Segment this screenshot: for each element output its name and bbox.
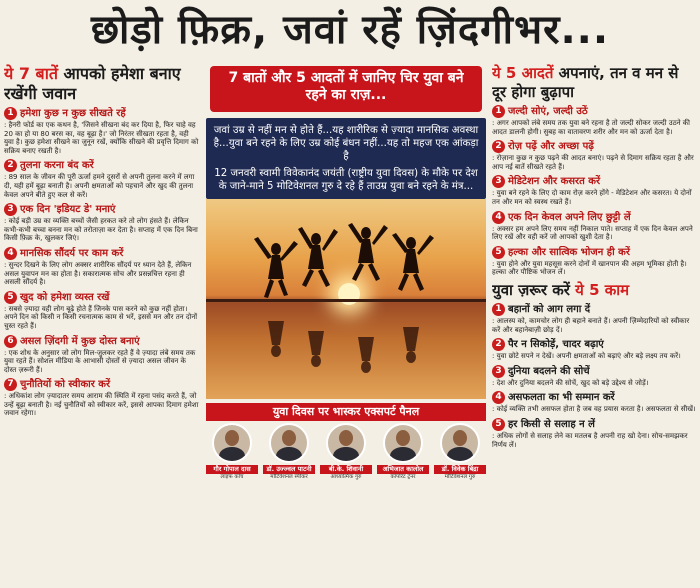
expert-avatar bbox=[326, 423, 366, 463]
expert-role: आध्यात्मिक गुरु bbox=[330, 474, 362, 480]
item-body: : आलस्य को, कामचोर लोग ही बहाने बनाते हैं। अपनी ज़िम्मेदारियों को स्वीकार करें और बहानेबाज़ी छोड़ दें। bbox=[492, 316, 690, 334]
item-body: : रोज़ाना कुछ न कुछ पढ़ने की आदत बनाएं। पढ़ने से दिमाग सक्रिय रहता है और आप नई बातें सीखते रहते हैं। bbox=[492, 154, 694, 171]
item-body: : अधिकांश लोग ज़्यादातर समय आराम की स्थिति में रहना पसंद करते हैं, जो उन्हें बूढ़ा बनाती है। नई चुनौतियों को स्वीकार करें, इससे आपका दिमाग हमेशा जवान रहेगा। bbox=[4, 392, 199, 418]
item-number: 7 bbox=[4, 378, 17, 391]
item-heading: हमेशा कुछ न कुछ सीखते रहें bbox=[20, 108, 126, 119]
expert-card bbox=[320, 423, 372, 487]
sunset-jumping-photo bbox=[206, 199, 486, 399]
list-item bbox=[4, 247, 200, 287]
tasks-title-highlight: ये 5 काम bbox=[575, 280, 630, 299]
expert-panel bbox=[206, 423, 486, 487]
item-body: : एक शोध के अनुसार जो लोग मिल-जुलकर रहते हैं वे ज़्यादा लंबे समय तक युवा रहते हैं। सोशल मीडिया के आभासी दोस्तों से ज़्यादा असल जीवन के दोस्त ज़रूरी हैं। bbox=[4, 348, 196, 374]
item-body: : सुन्दर दिखने के लिए लोग अक्सर शारीरिक सौंदर्य पर ध्यान देते हैं, लेकिन असल युवापन मन का होता है। सकारात्मक सोच और प्रसन्नचित्त रहना ही असली सौंदर्य है। bbox=[4, 260, 192, 287]
left-title-highlight: ये 7 बातें bbox=[4, 64, 58, 83]
expert-avatar bbox=[212, 423, 252, 463]
expert-panel-title: युवा दिवस पर भास्कर एक्सपर्ट पैनल bbox=[206, 403, 486, 421]
expert-card bbox=[377, 423, 429, 487]
left-column bbox=[4, 64, 200, 586]
tasks-section-title bbox=[492, 281, 696, 300]
item-body: : युवा होने और युवा महसूस करने दोनों में खानपान की अहम भूमिका होती है। हल्का और पौष्टिक भोजन लें। bbox=[492, 259, 687, 277]
list-item bbox=[4, 335, 200, 375]
silhouettes-graphic bbox=[206, 199, 486, 399]
item-heading: एक दिन 'इडियट डे' मनाएं bbox=[20, 204, 116, 216]
item-number: 4 bbox=[492, 391, 505, 404]
item-body: : कोई व्यक्ति तभी असफल होता है जब वह प्रयास करता है। असफलता से सीखें। bbox=[492, 405, 696, 414]
expert-card bbox=[206, 423, 258, 487]
list-item bbox=[4, 107, 200, 155]
item-number: 3 bbox=[4, 203, 17, 216]
item-number: 4 bbox=[4, 247, 17, 260]
item-heading: पैर न सिकोड़ें, चादर बढ़ाएं bbox=[508, 339, 604, 351]
expert-name: डॉ. उज्ज्वल पाटनी bbox=[263, 465, 315, 474]
expert-card bbox=[263, 423, 315, 487]
list-item bbox=[492, 175, 696, 206]
item-body: : अगर आपको लंबे समय तक युवा बने रहना है तो जल्दी सोकर जल्दी उठने की आदत डालनी होगी। सुबह का वातावरण शरीर और मन को ऊर्जा देता है। bbox=[492, 119, 690, 136]
expert-name: बी.के. शिवानी bbox=[320, 465, 372, 474]
item-number: 3 bbox=[492, 175, 505, 188]
item-body: : अक्सर हम अपने लिए समय नहीं निकाल पाते। सप्ताह में एक दिन केवल अपने लिए रखें और वही करें जो आपको खुशी देता है। bbox=[492, 224, 693, 242]
item-number: 2 bbox=[492, 140, 505, 153]
list-item bbox=[492, 140, 696, 171]
item-number: 5 bbox=[492, 246, 505, 259]
item-heading: खुद को हमेशा व्यस्त रखें bbox=[20, 291, 110, 303]
page-headline: छोड़ो फ़िक्र, जवां रहें ज़िंदगीभर... bbox=[90, 7, 610, 53]
item-number: 2 bbox=[492, 338, 505, 351]
habits-list bbox=[492, 105, 696, 277]
list-item bbox=[492, 105, 696, 136]
expert-avatar bbox=[440, 423, 480, 463]
item-heading: एक दिन केवल अपने लिए छुट्टी लें bbox=[508, 211, 631, 223]
item-heading: हल्का और सात्विक भोजन ही करें bbox=[508, 246, 630, 258]
item-body: : हैनरी फोर्ड का एक कथन है, 'जिसने सीखना बंद कर दिया है, फिर चाहे वह 20 का हो या 80 बरस का, वह बूढ़ा है।' जो निरंतर सीखता रहता है, वही युवा है। कुछ हमेशा सीखने का जुनून रखें, क्योंकि सीखने की प्रवृत्ति दिमाग को सक्रिय बनाए रखती है। bbox=[4, 121, 199, 155]
item-heading: तुलना करना बंद करें bbox=[20, 160, 94, 172]
expert-name: डॉ. विवेक बिंद्रा bbox=[434, 465, 486, 474]
intro-text-2: 12 जनवरी स्वामी विवेकानंद जयंती (राष्ट्रीय युवा दिवस) के मौके पर देश के जाने-माने 5 मोटिवेशनल गुरु दे रहे हैं ताउम्र युवा बने रहने के मंत्र... bbox=[214, 168, 478, 192]
item-heading: मानसिक सौंदर्य पर काम करें bbox=[20, 247, 124, 259]
item-heading: रोज़ पढ़ें और अच्छा पढ़ें bbox=[508, 141, 594, 153]
expert-role: मोटिवेशनल गुरु bbox=[444, 474, 476, 480]
left-title-rest: आपको हमेशा बनाए रखेंगी जवान bbox=[4, 64, 181, 103]
item-heading: असफलता का भी सम्मान करें bbox=[508, 392, 615, 404]
item-number: 6 bbox=[4, 335, 17, 348]
right-title-highlight: ये 5 आदतें bbox=[492, 64, 554, 82]
item-body: : 89 साल के जीवन की पूरी ऊर्जा हमने दूसरों से अपनी तुलना करने में लगा दी, यही हमें बूढ़ा बनाती है। अपनी क्षमताओं को पहचानें और खुद की तुलना केवल अपने बीते हुए कल से करें। bbox=[4, 173, 195, 199]
expert-avatar bbox=[383, 423, 423, 463]
tasks-list bbox=[492, 303, 696, 449]
left-items-list bbox=[4, 107, 200, 418]
item-heading: मेडिटेशन और कसरत करें bbox=[508, 176, 601, 188]
item-body: : युवा छोटे सपने न देखें। अपनी क्षमताओं को बढ़ाएं और बड़े लक्ष्य तय करें। bbox=[492, 352, 681, 361]
middle-column bbox=[202, 64, 490, 586]
expert-role: लाइफ कोच bbox=[220, 474, 244, 480]
item-body: : सबसे ज़्यादा वही लोग बूढ़े होते हैं जिनके पास करने को कुछ नहीं होता। अपने दिन को किसी न किसी रचनात्मक काम से भरें, इससे मन और तन दोनों चुस्त रहते हैं। bbox=[4, 304, 198, 330]
item-heading: चुनौतियों को स्वीकार करें bbox=[20, 379, 111, 391]
list-item bbox=[492, 338, 696, 361]
right-section-title bbox=[492, 64, 696, 102]
item-number: 1 bbox=[4, 107, 17, 120]
middle-intro bbox=[206, 118, 486, 199]
right-column bbox=[492, 64, 696, 586]
item-heading: दुनिया बदलने की सोचें bbox=[508, 365, 590, 377]
item-number: 4 bbox=[492, 211, 505, 224]
expert-name: गौर गोपाल दास bbox=[206, 465, 258, 474]
list-item bbox=[492, 303, 696, 334]
item-number: 5 bbox=[4, 291, 17, 304]
list-item bbox=[4, 378, 200, 418]
item-body: : अधिक लोगों से सलाह लेने का मतलब है अपनी राह खो देना। सोच-समझकर निर्णय लें। bbox=[492, 431, 688, 449]
intro-text-1: जवां उम्र से नहीं मन से होते हैं...यह शारीरिक से ज़्यादा मानसिक अवस्था है...युवा बने रहने के लिए उम्र कोई बंधन नहीं...यह तो महज एक आंकड़ा है bbox=[213, 125, 479, 162]
tasks-title-rest: युवा ज़रूर करें bbox=[492, 280, 576, 299]
item-body: : युवा बने रहने के लिए दो काम रोज़ करने होंगे - मेडिटेशन और कसरत। ये दोनों तन और मन को स्वस्थ रखते हैं। bbox=[492, 189, 692, 206]
list-item bbox=[492, 391, 696, 414]
item-heading: असल ज़िंदगी में कुछ दोस्त बनाएं bbox=[20, 335, 140, 347]
item-number: 2 bbox=[4, 159, 17, 172]
list-item bbox=[492, 418, 696, 449]
item-body: : कोई बड़ी उम्र का व्यक्ति बच्चों जैसी हरकत करे तो लोग हंसते हैं। लेकिन कभी-कभी बच्चा बनना मन को तरोताज़ा कर देता है। सप्ताह में एक दिन बिना किसी फ़िक्र के, खुलकर जिएं। bbox=[4, 217, 198, 243]
expert-avatar bbox=[269, 423, 309, 463]
list-item bbox=[492, 211, 696, 242]
list-item bbox=[4, 291, 200, 331]
item-heading: बहानों को आग लगा दें bbox=[508, 303, 591, 315]
item-heading: हर किसी से सलाह न लें bbox=[508, 418, 595, 430]
item-number: 1 bbox=[492, 105, 505, 118]
item-number: 1 bbox=[492, 303, 505, 316]
right-title-rest: अपनाएं, तन व मन से दूर होगा बुढ़ापा bbox=[492, 64, 679, 101]
middle-banner: 7 बातों और 5 आदतों में जानिए चिर युवा बने रहने का राज़... bbox=[210, 66, 482, 112]
item-number: 3 bbox=[492, 365, 505, 378]
item-heading: जल्दी सोएं, जल्दी उठें bbox=[508, 106, 588, 117]
left-section-title bbox=[4, 64, 200, 104]
list-item bbox=[492, 365, 696, 388]
expert-card bbox=[434, 423, 486, 487]
list-item bbox=[4, 203, 200, 243]
expert-role: कॉर्पोरेट ट्रेनर bbox=[390, 474, 416, 480]
item-number: 5 bbox=[492, 418, 505, 431]
list-item bbox=[4, 159, 200, 199]
list-item bbox=[492, 246, 696, 277]
expert-name: अभिजात कालोल bbox=[377, 465, 429, 474]
item-body: : देश और दुनिया बदलने की सोचें, खुद को बड़े उद्देश्य से जोड़ें। bbox=[492, 378, 649, 387]
expert-role: मोटिवेशनल स्पीकर bbox=[270, 474, 308, 480]
